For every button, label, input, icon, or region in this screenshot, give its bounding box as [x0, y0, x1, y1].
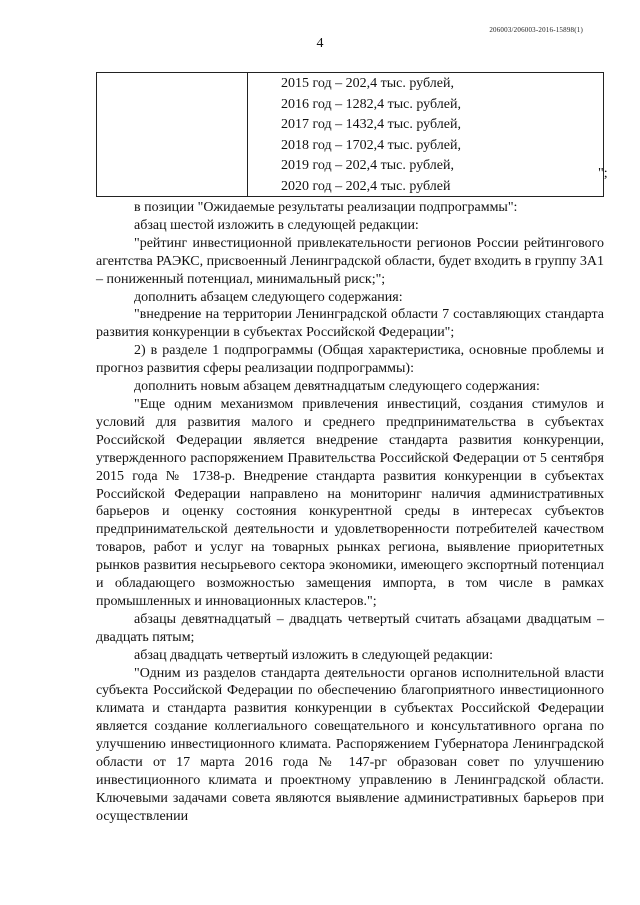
paragraph: "Еще одним механизмом привлечения инвестиций, создания стимулов и условий для развития малого и среднего предпринимательства в субъектах Российской Федерации является внедрение стандарта развития конкуренции, утвержденного распоряжением Правительства Российской Федерации от 5 сентября 2015 года № 1738-р. Внедрение стандарта развития конкуренции в субъектах Российской Федерации направлено на мониторинг наличия административных барьеров и оценку состояния конкурентной среды в интересах субъектов предпринимательской деятельности и удовлетворенности потребителей качеством товаров, работ и услуг на товарных рынках региона, выявление приоритетных рынков развития несырьевого сектора экономики, имеющего экспортный потенциал и обладающего возможностью замещения импорта, в том числе в рамках промышленных и инновационных кластеров."; — [96, 396, 604, 609]
funding-line-2019: 2019 год – 202,4 тыс. рублей, — [281, 158, 454, 173]
page-number: 4 — [316, 36, 324, 51]
table-left-cell — [97, 73, 248, 197]
paragraph: абзацы девятнадцатый – двадцать четвертый считать абзацами двадцатым – двадцать пятым; — [96, 611, 604, 645]
funding-table — [96, 72, 604, 197]
paragraph: "Одним из разделов стандарта деятельности органов исполнительной власти субъекта Российской Федерации по обеспечению благоприятного инвестиционного климата и стандарта развития конкуренции в субъектах Российской Федерации является создание коллегиального совещательного и консультативного органа по улучшению инвестиционного климата. Распоряжением Губернатора Ленинградской области от 17 марта 2016 года № 147-рг образован совет по улучшению инвестиционного климата и проектному управлению в Ленинградской области. Ключевыми задачами совета являются выявление административных барьеров при осуществлении — [96, 665, 604, 824]
funding-line-2016: 2016 год – 1282,4 тыс. рублей, — [281, 96, 461, 112]
document-id: 206003/206003-2016-15898(1) — [489, 26, 583, 34]
paragraph: абзац шестой изложить в следующей редакции: — [134, 217, 419, 233]
paragraph: дополнить новым абзацем девятнадцатым следующего содержания: — [134, 379, 540, 395]
funding-line-2018: 2018 год – 1702,4 тыс. рублей, — [281, 137, 461, 153]
paragraph: в позиции "Ожидаемые результаты реализации подпрограммы": — [134, 200, 518, 215]
document-body — [96, 199, 604, 826]
table-closing-quote: "; — [598, 166, 608, 181]
paragraph: дополнить абзацем следующего содержания: — [134, 289, 403, 305]
funding-line-2020: 2020 год – 202,4 тыс. рублей — [281, 178, 451, 194]
table-row — [97, 73, 604, 197]
table-right-cell — [248, 73, 604, 197]
funding-line-2015: 2015 год – 202,4 тыс. рублей, — [281, 76, 454, 91]
paragraph: 2) в разделе 1 подпрограммы (Общая характеристика, основные проблемы и прогноз развития сферы реализации подпрограммы): — [96, 343, 604, 377]
funding-line-2017: 2017 год – 1432,4 тыс. рублей, — [281, 117, 461, 132]
paragraph: абзац двадцать четвертый изложить в следующей редакции: — [134, 647, 494, 663]
paragraph: "рейтинг инвестиционной привлекательности регионов России рейтингового агентства РАЭКС, присвоенный Ленинградской области, будет входить в группу 3А1 – пониженный потенциал, минимальный риск;"; — [96, 235, 604, 287]
paragraph: "внедрение на территории Ленинградской области 7 составляющих стандарта развития конкуренции в субъектах Российской Федерации"; — [96, 307, 604, 341]
